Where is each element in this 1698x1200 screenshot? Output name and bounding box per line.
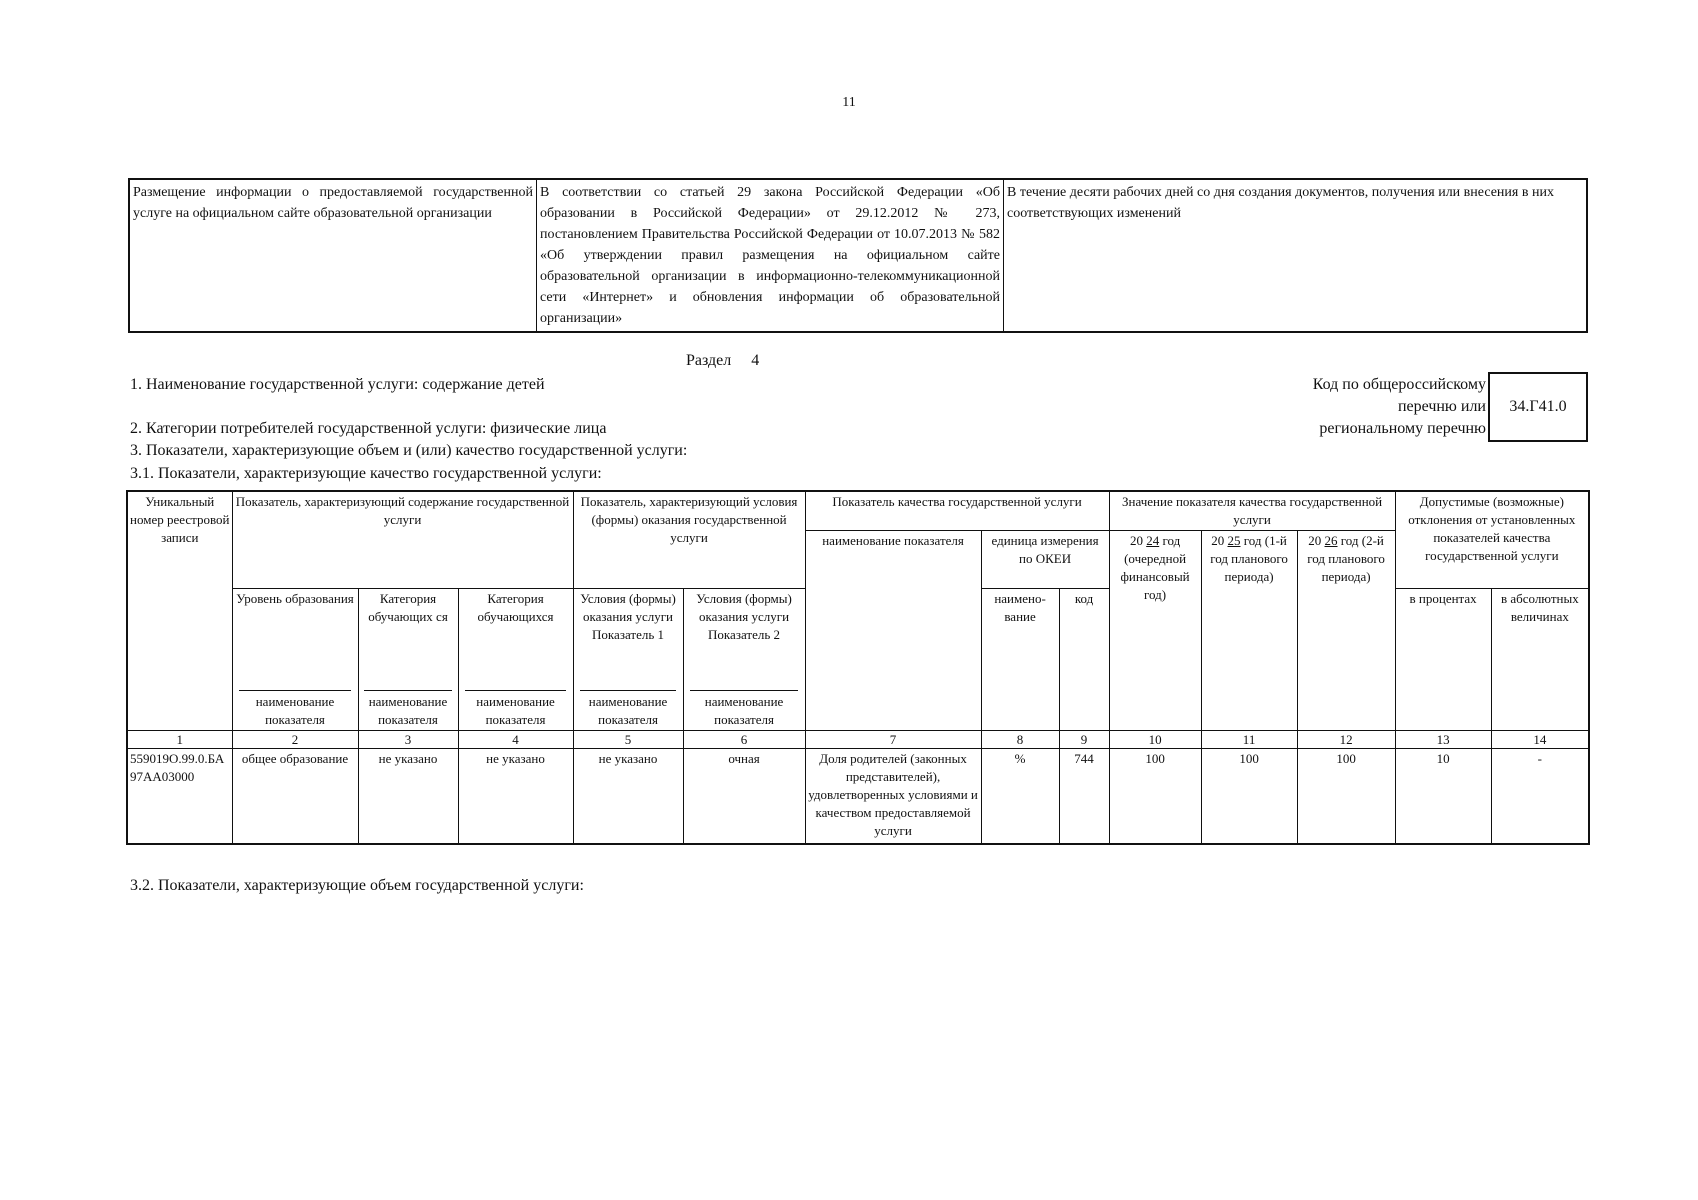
sub-indicator-name-4: наименование показателя (573, 689, 683, 731)
cell-student-category-1: не указано (358, 748, 458, 844)
volume-indicators-heading: 3.2. Показатели, характеризующие объем государственной услуги: (130, 877, 584, 894)
header-quality-indicator: Показатель качества государственной услуги (805, 491, 1109, 531)
column-number: 13 (1395, 730, 1491, 748)
column-number: 12 (1297, 730, 1395, 748)
section-title: Раздел 4 (686, 352, 760, 369)
header-absolute: в абсолютных величинах (1491, 589, 1589, 731)
placement-frequency-cell: В течение десяти рабочих дней со дня создания документов, получения или внесения в них соответствующих изменений (1004, 179, 1588, 332)
header-education-level: Уровень образования (232, 589, 358, 689)
sub-indicator-name-5: наименование показателя (683, 689, 805, 731)
column-number: 2 (232, 730, 358, 748)
header-unique-number: Уникальный номер реестровой записи (127, 491, 232, 730)
header-deviation: Допустимые (возможные) отклонения от установленных показателей качества государственной услуги (1395, 491, 1589, 589)
column-numbers-row (127, 730, 1589, 748)
header-condition-1: Условия (формы) оказания услуги Показатель 1 (573, 589, 683, 689)
service-code-box: 34.Г41.0 (1488, 372, 1588, 442)
header-unit-code: код (1059, 589, 1109, 731)
column-number: 5 (573, 730, 683, 748)
cell-unique-number: 559019О.99.0.БА97АА03000 (127, 748, 232, 844)
header-percent: в процентах (1395, 589, 1491, 731)
quality-indicators-heading: 3.1. Показатели, характеризующие качество государственной услуги: (130, 465, 602, 482)
placement-content-cell: В соответствии со статьей 29 закона Российской Федерации «Об образовании в Российской Федерации» от 29.12.2012 № 273, постановлением Правительства Российской Федерации от 10.07.2013 № 582 «Об утверждении правил размещения на официальном сайте образовательной организации в информационно-телекоммуникационной сети «Интернет» и обновления информации об образовательной организации» (537, 179, 1004, 332)
cell-indicator-name: Доля родителей (законных представителей), удовлетворенных условиями и качеством предоставляемой услуги (805, 748, 981, 844)
info-placement-table (128, 178, 1588, 333)
cell-deviation-absolute: - (1491, 748, 1589, 844)
column-number: 10 (1109, 730, 1201, 748)
cell-value-year-1: 100 (1109, 748, 1201, 844)
header-unit-name: наимено-вание (981, 589, 1059, 731)
header-student-category-2: Категория обучающихся (458, 589, 573, 689)
header-conditions-indicator: Показатель, характеризующий условия (формы) оказания государственной услуги (573, 491, 805, 589)
column-number: 4 (458, 730, 573, 748)
column-number: 9 (1059, 730, 1109, 748)
column-number: 6 (683, 730, 805, 748)
header-year-2: 20 25 год (1-й год планового периода) (1201, 531, 1297, 731)
cell-condition-2: очная (683, 748, 805, 844)
column-number: 3 (358, 730, 458, 748)
cell-unit-name: % (981, 748, 1059, 844)
page-number: 11 (842, 95, 856, 110)
column-number: 1 (127, 730, 232, 748)
consumer-categories: 2. Категории потребителей государственной услуги: физические лица (130, 420, 607, 437)
cell-education-level: общее образование (232, 748, 358, 844)
cell-student-category-2: не указано (458, 748, 573, 844)
indicators-heading: 3. Показатели, характеризующие объем и (или) качество государственной услуги: (130, 442, 688, 459)
cell-value-year-2: 100 (1201, 748, 1297, 844)
header-content-indicator: Показатель, характеризующий содержание государственной услуги (232, 491, 573, 589)
table-row (127, 748, 1589, 844)
column-number: 11 (1201, 730, 1297, 748)
sub-indicator-name-1: наименование показателя (232, 689, 358, 731)
sub-indicator-name-3: наименование показателя (458, 689, 573, 731)
header-quality-value: Значение показателя качества государственной услуги (1109, 491, 1395, 531)
header-condition-2: Условия (формы) оказания услуги Показатель 2 (683, 589, 805, 689)
header-unit: единица измерения по ОКЕИ (981, 531, 1109, 589)
header-indicator-name: наименование показателя (805, 531, 981, 731)
cell-deviation-percent: 10 (1395, 748, 1491, 844)
header-year-3: 20 26 год (2-й год планового периода) (1297, 531, 1395, 731)
code-label: Код по общероссийскому перечню или региональному перечню (1312, 376, 1486, 437)
column-number: 14 (1491, 730, 1589, 748)
cell-unit-code: 744 (1059, 748, 1109, 844)
placement-method-cell: Размещение информации о предоставляемой государственной услуге на официальном сайте образовательной организации (129, 179, 537, 332)
header-student-category-1: Категория обучающих ся (358, 589, 458, 689)
column-number: 7 (805, 730, 981, 748)
service-name: 1. Наименование государственной услуги: содержание детей (130, 376, 545, 393)
cell-condition-1: не указано (573, 748, 683, 844)
cell-value-year-3: 100 (1297, 748, 1395, 844)
header-year-1: 20 24 год (очередной финансовый год) (1109, 531, 1201, 731)
quality-indicators-table (126, 490, 1590, 845)
sub-indicator-name-2: наименование показателя (358, 689, 458, 731)
column-number: 8 (981, 730, 1059, 748)
